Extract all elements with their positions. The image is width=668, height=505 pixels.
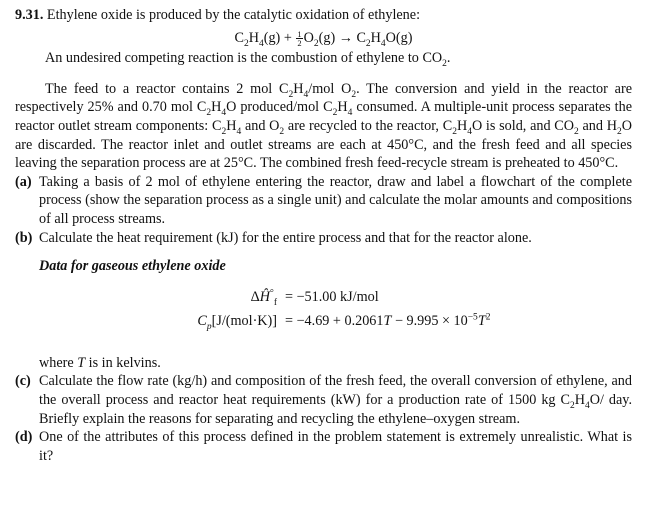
part-d-label: (d) <box>15 429 33 446</box>
problem-heading <box>15 6 632 25</box>
problem-number: 9.31. <box>15 7 44 23</box>
problem-intro: Ethylene oxide is produced by the catalytic oxidation of ethylene: <box>46 7 421 23</box>
part-d-item <box>15 428 632 465</box>
part-c-text: Calculate the flow rate (kg/h) and composition of the fresh feed, the overall conversion of ethylene, and the overall process and reactor heat requirements (kW) for a production rate of 1500 kg $C_2H_4O/$ day. Briefly explain the reasons for separating and recycling the ethylene–oxygen stream. <box>39 373 633 427</box>
part-c-label: (c) <box>15 373 31 390</box>
part-d-text: One of the attributes of this process defined in the problem statement is extremely unrealistic. What is it? <box>39 429 632 464</box>
main-reaction-equation: $C_2H_4(g)$ + $\frac{1}{2}$ $O_2(g) \to C_2H_4O(g)$ <box>234 28 413 49</box>
problem-page <box>15 6 632 465</box>
part-b-item <box>15 229 632 248</box>
part-b-label: (b) <box>15 229 33 246</box>
competing-reaction-text: An undesired competing reaction is the combustion of ethylene to $CO_2$. <box>45 50 451 70</box>
data-section-title: Data for gaseous ethylene oxide <box>39 258 226 275</box>
part-a-label: (a) <box>15 173 32 190</box>
part-a-text: Taking a basis of 2 mol of ethylene entering the reactor, draw and label a flowchart of the complete process (show the separation process as a single unit) and calculate the molar amounts and compositions of all process streams. <box>39 173 632 227</box>
data-equations: $\Delta Ĥ^\circ_f$ = −51.00 kJ/mol $C_p[J/(mol\cdot K)]$ = $-4.69 + 0.2061T - 9.995 \times 10^{-5}T^2$ <box>197 287 491 332</box>
part-c-item <box>15 372 632 428</box>
part-a-item <box>15 173 632 229</box>
part-b-text: Calculate the heat requirement (kJ) for the entire process and that for the reactor alone. <box>39 229 532 246</box>
process-description-paragraph: The feed to a reactor contains 2 mol $C_2H_4$/mol $O_2$. The conversion and yield in the reactor are respectively 25% and 0.70 mol $C_2H_4O$ produced/mol $C_2H_4$ consumed. A multiple-unit process separates the reactor outlet stream components: $C_2H_4$ and $O_2$ are recycled to the reactor, $C_2H_4O$ is sold, and $CO_2$ and $H_2O$ are discarded. The reactor inlet and outlet streams are each at 450°C, and the fresh feed and all species leaving the separation process are at 25°C. The combined fresh feed-recycle stream is preheated to 450°C. <box>15 80 632 172</box>
units-note: where T is in kelvins. <box>39 354 161 371</box>
one-half-fraction: $\frac{1}{2}$ <box>297 28 302 48</box>
